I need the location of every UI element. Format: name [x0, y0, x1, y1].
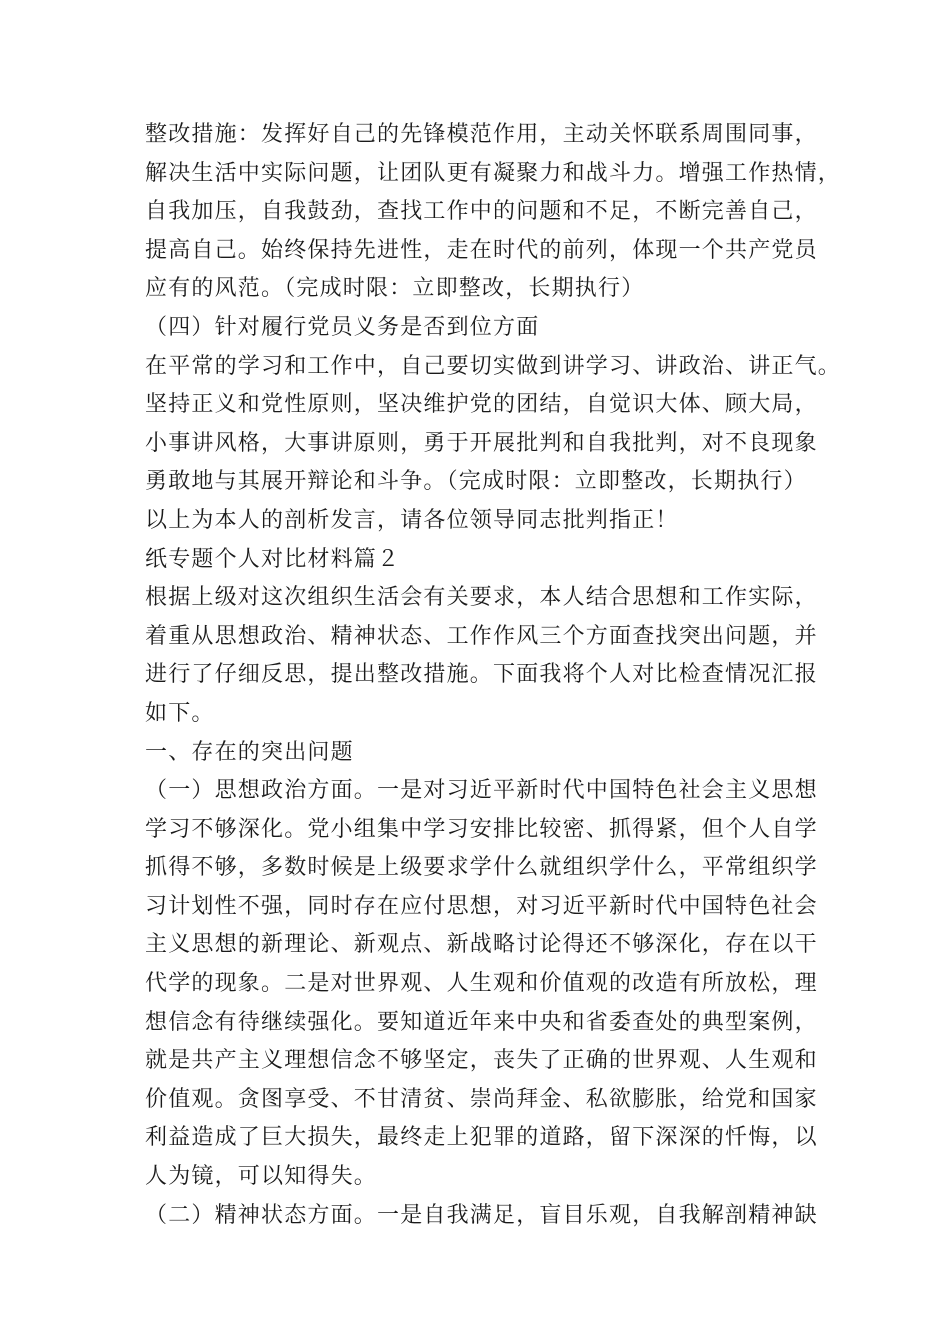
text-line: 价值观。贪图享受、不甘清贫、崇尚拜金、私欲膨胀，给党和国家: [145, 1086, 818, 1112]
text-line: 整改措施：发挥好自己的先锋模范作用，主动关怀联系周围同事，: [145, 122, 818, 147]
section-heading: （四）针对履行党员义务是否到位方面: [145, 314, 540, 340]
text-line: 根据上级对这次组织生活会有关要求，本人结合思想和工作实际，: [145, 585, 818, 611]
text-line: 着重从思想政治、精神状态、工作作风三个方面查找突出问题，并: [145, 623, 818, 649]
document-body: [145, 116, 842, 1235]
text-line: 代学的现象。二是对世界观、人生观和价值观的改造有所放松，理: [145, 971, 818, 997]
text-line: 如下。: [145, 700, 215, 726]
text-line: 抓得不够，多数时候是上级要求学什么就组织学什么，平常组织学: [145, 855, 818, 881]
text-line: 提高自己。始终保持先进性，走在时代的前列，体现一个共产党员: [145, 237, 818, 263]
text-line: 以上为本人的剖析发言，请各位领导同志批判指正！: [145, 507, 679, 533]
section-heading: 一、存在的突出问题: [145, 739, 354, 765]
text-line: （一）思想政治方面。一是对习近平新时代中国特色社会主义思想: [145, 778, 818, 804]
text-line: 人为镜，可以知得失。: [145, 1164, 378, 1190]
text-line: 自我加压，自我鼓劲，查找工作中的问题和不足，不断完善自己，: [145, 199, 818, 225]
text-line: 想信念有待继续强化。要知道近年来中央和省委查处的典型案例，: [145, 1009, 818, 1035]
text-line: 利益造成了巨大损失，最终走上犯罪的道路，留下深深的忏悔，以: [145, 1125, 818, 1151]
text-line: 小事讲风格，大事讲原则，勇于开展批判和自我批判，对不良现象: [145, 430, 818, 456]
text-line: 就是共产主义理想信念不够坚定，丧失了正确的世界观、人生观和: [145, 1048, 818, 1074]
text-line: 在平常的学习和工作中，自己要切实做到讲学习、讲政治、讲正气。: [145, 353, 842, 379]
text-line: 学习不够深化。党小组集中学习安排比较密、抓得紧，但个人自学: [145, 816, 818, 842]
text-line: 习计划性不强，同时存在应付思想，对习近平新时代中国特色社会: [145, 893, 818, 919]
text-line: 解决生活中实际问题，让团队更有凝聚力和战斗力。增强工作热情，: [145, 160, 842, 186]
text-line: 坚持正义和党性原则，坚决维护党的团结，自觉识大体、顾大局，: [145, 392, 818, 418]
text-line: 进行了仔细反思，提出整改措施。下面我将个人对比检查情况汇报: [145, 662, 818, 688]
text-line: （二）精神状态方面。一是自我满足，盲目乐观，自我解剖精神缺: [145, 1202, 818, 1228]
article-title: 纸专题个人对比材料篇２: [145, 546, 401, 572]
text-line: 应有的风范。（完成时限：立即整改，长期执行）: [145, 276, 645, 302]
text-line: 勇敢地与其展开辩论和斗争。（完成时限：立即整改，长期执行）: [145, 469, 807, 495]
text-line: 主义思想的新理论、新观点、新战略讨论得还不够深化，存在以干: [145, 932, 818, 958]
